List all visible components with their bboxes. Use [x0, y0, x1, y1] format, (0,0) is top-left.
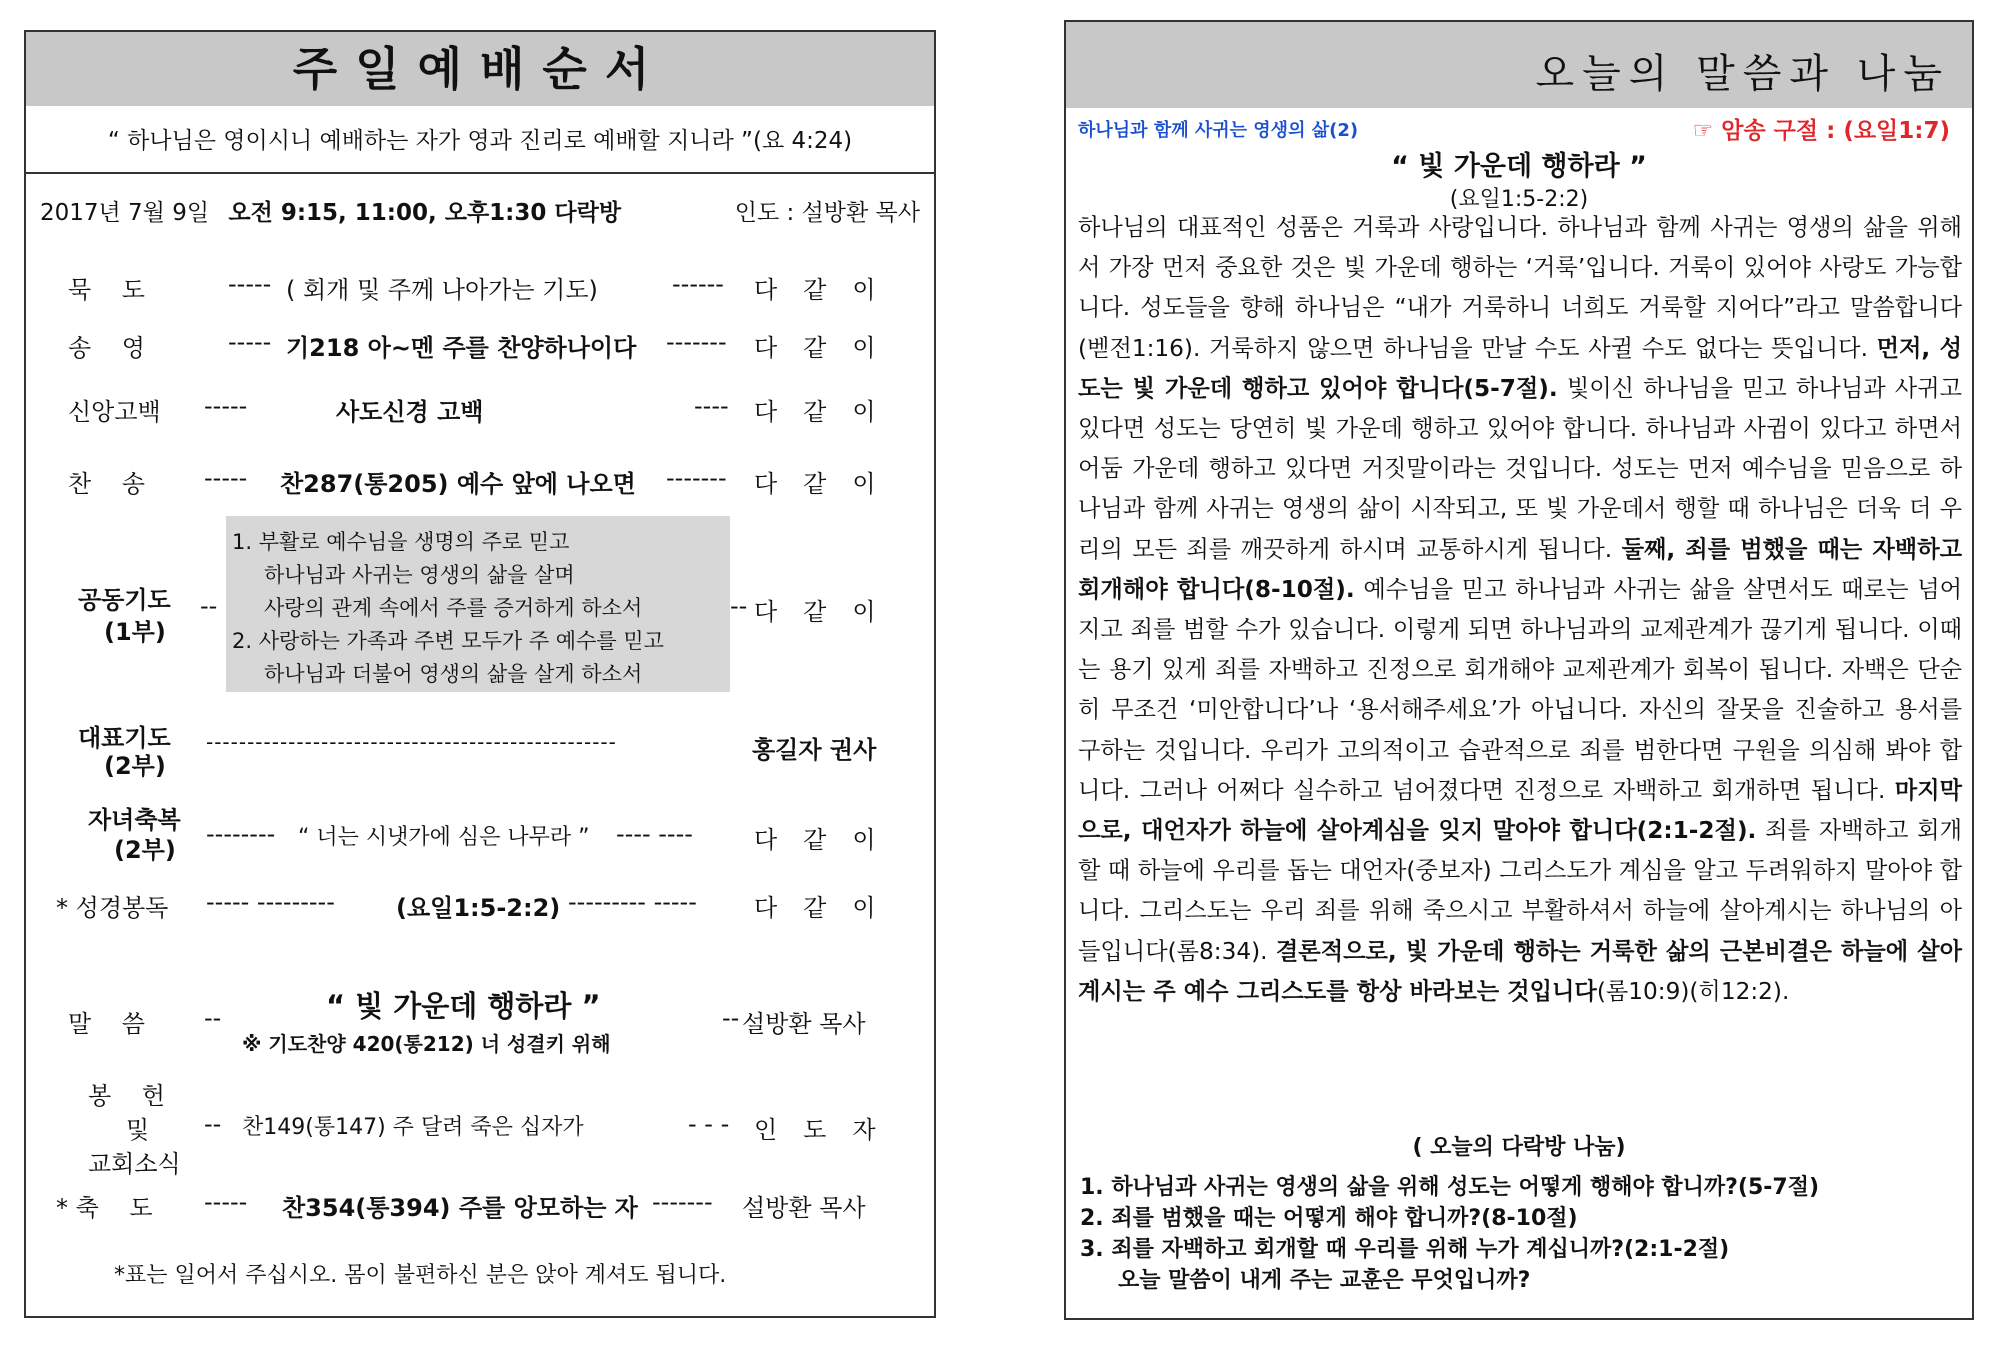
- sermon-title: “ 빛 가운데 행하라 ”: [326, 989, 601, 1023]
- item-leader-dashes: -----: [204, 392, 248, 420]
- item-performer: 인도자: [754, 1116, 902, 1144]
- item-name: 말 씀: [68, 1010, 145, 1038]
- item-name: 봉 헌: [88, 1082, 165, 1110]
- question-item: 3. 죄를 자백하고 회개할 때 우리를 위해 누가 계십니까?(2:1-2절): [1080, 1237, 1730, 1262]
- item-leader-dashes: --: [204, 1110, 222, 1138]
- item-leader-dashes: -----: [228, 270, 272, 298]
- item-name: 교회소식: [88, 1150, 181, 1178]
- item-leader-dashes: ----: [694, 392, 729, 420]
- item-content: 사도신경 고백: [336, 398, 484, 426]
- item-name: 묵 도: [68, 276, 145, 304]
- item-leader-dashes: -------: [666, 328, 727, 356]
- item-name: 대표기도: [78, 724, 171, 752]
- sharing-header-title: 오늘의 말씀과 나눔: [1535, 51, 1950, 97]
- order-item-hymn: [26, 464, 938, 504]
- item-performer: 다같이: [754, 470, 902, 498]
- order-item-representative-prayer: [26, 718, 938, 782]
- common-prayer-box: [226, 516, 730, 692]
- order-item-bible-reading: [26, 888, 938, 928]
- item-name: * 성경봉독: [56, 894, 169, 922]
- sermon-body: [1078, 208, 1962, 1012]
- item-leader-dashes: --------: [206, 820, 276, 848]
- item-leader-dashes: -------: [666, 464, 727, 492]
- item-name: 및: [126, 1116, 150, 1144]
- body-emphasis: 마지막으로, 대언자가 하늘에 살아계심을 잊지 말아야 합니다(2:1-2절).: [1078, 776, 1962, 845]
- question-item: 1. 하나님과 사귀는 영생의 삶을 위해 성도는 어떻게 행해야 합니까?(5-7절): [1080, 1175, 1820, 1200]
- body-text: (롬10:9)(히12:2).: [1596, 977, 1790, 1005]
- item-name: 신앙고백: [68, 398, 161, 426]
- order-item-sermon: [26, 984, 938, 1064]
- service-info: [40, 194, 920, 227]
- item-leader-dashes: --: [730, 592, 748, 620]
- item-part: (1부): [104, 618, 166, 646]
- item-leader-dashes: -----: [204, 1188, 248, 1216]
- body-emphasis: 둘째, 죄를 범했을 때는 자백하고 회개해야 합니다(8-10절).: [1078, 535, 1962, 603]
- item-leader-dashes: --------- -----: [568, 888, 697, 916]
- order-item-creed: [26, 392, 938, 432]
- item-part: (2부): [104, 752, 166, 780]
- sermon-sharing-panel: [1064, 20, 1974, 1320]
- item-performer: 설방환 목사: [742, 1010, 866, 1038]
- order-item-benediction: [26, 1188, 938, 1228]
- prayer-line: 하나님과 사귀는 영생의 삶을 살며: [264, 563, 575, 587]
- item-performer: 다같이: [754, 276, 902, 304]
- item-content: “ 너는 시냇가에 심은 나무라 ”: [298, 825, 590, 850]
- item-leader-dashes: - - -: [688, 1110, 730, 1138]
- worship-order-title: 주일예배순서: [26, 32, 934, 106]
- item-content: 찬354(통394) 주를 앙모하는 자: [282, 1194, 638, 1222]
- question-item: 2. 죄를 범했을 때는 어떻게 해야 합니까?(8-10절): [1080, 1206, 1578, 1231]
- body-text: 하나님의 대표적인 성품은 거룩과 사랑입니다. 하나님과 함께 사귀는 영생의 삶을 위해서 가장 먼저 중요한 것은 빛 가운데 행하는 ‘거룩’입니다. 거룩이 있어야 사랑도 가능합니다. 성도들을 향해 하나님은 “내가 거룩하니 너희도 거룩할 지어다”라고 말씀합니다(벧전1:16). 거룩하지 않으면 하나님을 만날 수도 사귈 수도 없다는 뜻입니다.: [1078, 214, 1962, 362]
- order-item-silent-prayer: [26, 270, 938, 310]
- item-performer: 다같이: [754, 334, 902, 362]
- memory-verse: ☞ 암송 구절 : (요일1:7): [1692, 118, 1950, 144]
- item-performer: 다같이: [754, 598, 902, 626]
- item-leader-dashes: ---- ----: [616, 820, 693, 848]
- questions-header: ( 오늘의 다락방 나눔): [1412, 1135, 1626, 1160]
- item-performer: 홍길자 권사: [752, 736, 877, 764]
- prayer-line: 1. 부활로 예수님을 생명의 주로 믿고: [232, 530, 570, 554]
- item-leader-dashes: -------: [652, 1188, 713, 1216]
- item-performer: 설방환 목사: [742, 1194, 866, 1222]
- item-leader-dashes: --: [200, 592, 218, 620]
- service-times: 오전 9:15, 11:00, 오후1:30 다락방: [228, 200, 622, 226]
- item-name: * 축 도: [56, 1194, 153, 1222]
- prayer-line: 하나님과 더불어 영생의 삶을 살게 하소서: [264, 662, 643, 686]
- item-content: 찬149(통147) 주 달려 죽은 십자가: [242, 1115, 584, 1140]
- prayer-line: 사랑의 관계 속에서 주를 증거하게 하소서: [264, 596, 643, 620]
- standing-footnote: *표는 일어서 주십시오. 몸이 불편하신 분은 앉아 계셔도 됩니다.: [114, 1263, 727, 1288]
- sermon-prayer-hymn: ※ 기도찬양 420(통212) 너 성결키 위해: [242, 1032, 611, 1056]
- item-performer: 다같이: [754, 826, 902, 854]
- item-part: (2부): [114, 836, 176, 864]
- service-leader: 인도 : 설방환 목사: [734, 200, 920, 226]
- discussion-questions: [1080, 1172, 1819, 1296]
- worship-order-panel: [24, 30, 936, 1318]
- item-leader-dashes: ----- ---------: [206, 888, 335, 916]
- item-content: ( 회개 및 주께 나아가는 기도): [286, 276, 598, 304]
- body-text: 빛이신 하나님을 믿고 하나님과 사귀고 있다면 성도는 당연히 빛 가운데 행하고 있어야 합니다. 하나님과 사귐이 있다고 하면서 어둠 가운데 행하고 있다면 거짓말이라는 것입니다. 성도는 먼저 예수님을 믿음으로 하나님과 함께 사귀는 영생의 삶이 시작되고, 또 빛 가운데서 행할 때 하나님은 더욱 더 우리의 모든 죄를 깨끗하게 하시며 교통하시게 됩니다.: [1078, 374, 1962, 563]
- item-leader-dashes: --: [204, 1004, 222, 1032]
- sermon-series: 하나님과 함께 사귀는 영생의 삶(2): [1078, 120, 1359, 141]
- item-leader-dashes: --------------------------------------------------: [206, 730, 617, 754]
- body-text: 예수님을 믿고 하나님과 사귀는 삶을 살면서도 때로는 넘어지고 죄를 범할 수가 있습니다. 이렇게 되면 하나님과의 교제관계가 끊기게 됩니다. 이때는 용기 있게 죄를 자백하고 진정으로 회개해야 교제관계가 회복이 됩니다. 자백은 단순히 무조건 ‘미안합니다’나 ‘용서해주세요’가 아닙니다. 자신의 잘못을 진술하고 용서를 구하는 것입니다. 우리가 고의적이고 습관적으로 죄를 범한다면 구원을 의심해 봐야 합니다. 그러나 어쩌다 실수하고 넘어졌다면 진정으로 자백하고 회개하면 됩니다.: [1078, 575, 1963, 804]
- prayer-line: 2. 사랑하는 가족과 주변 모두가 주 예수를 믿고: [232, 629, 664, 653]
- sermon-reference: (요일1:5-2:2): [1449, 187, 1589, 212]
- body-text: 죄를 자백하고 회개할 때 하늘에 우리를 돕는 대언자(중보자) 그리스도가 계심을 알고 두려워하지 말아야 합니다. 그리스도는 우리 죄를 위해 죽으시고 부활하셔서 하늘에 살아계시는 하나님의 아들입니다(롬8:34).: [1078, 817, 1962, 965]
- sermon-title: “ 빛 가운데 행하라 ”: [1391, 151, 1647, 182]
- body-emphasis: 먼저, 성도는 빛 가운데 행하고 있어야 합니다(5-7절).: [1078, 334, 1962, 402]
- item-leader-dashes: --: [722, 1004, 740, 1032]
- item-content: 찬287(통205) 예수 앞에 나오면: [280, 470, 636, 498]
- item-leader-dashes: -----: [204, 464, 248, 492]
- order-item-child-blessing: [26, 800, 938, 864]
- body-emphasis: 결론적으로, 빛 가운데 행하는 거룩한 삶의 근본비결은 하늘에 살아계시는 주 예수 그리스도를 항상 바라보는 것입니다: [1078, 937, 1962, 1005]
- item-name: 송 영: [68, 334, 145, 362]
- service-date: 2017년 7월 9일: [40, 200, 210, 226]
- item-performer: 다같이: [754, 894, 902, 922]
- theme-verse: “ 하나님은 영이시니 예배하는 자가 영과 진리로 예배할 지니라 ”(요 4:24): [26, 110, 934, 174]
- question-item: 오늘 말씀이 내게 주는 교훈은 무엇입니까?: [1118, 1268, 1531, 1293]
- item-content: 기218 아~멘 주를 찬양하나이다: [286, 334, 637, 362]
- order-item-praise: [26, 328, 938, 368]
- item-name: 자녀축복: [88, 806, 181, 834]
- item-performer: 다같이: [754, 398, 902, 426]
- item-name: 찬 송: [68, 470, 145, 498]
- sharing-header: [1066, 22, 1972, 108]
- order-item-offering: [26, 1076, 938, 1176]
- item-content: (요일1:5-2:2): [396, 894, 561, 922]
- item-leader-dashes: ------: [672, 270, 724, 298]
- item-name: 공동기도: [78, 586, 171, 614]
- item-leader-dashes: -----: [228, 328, 272, 356]
